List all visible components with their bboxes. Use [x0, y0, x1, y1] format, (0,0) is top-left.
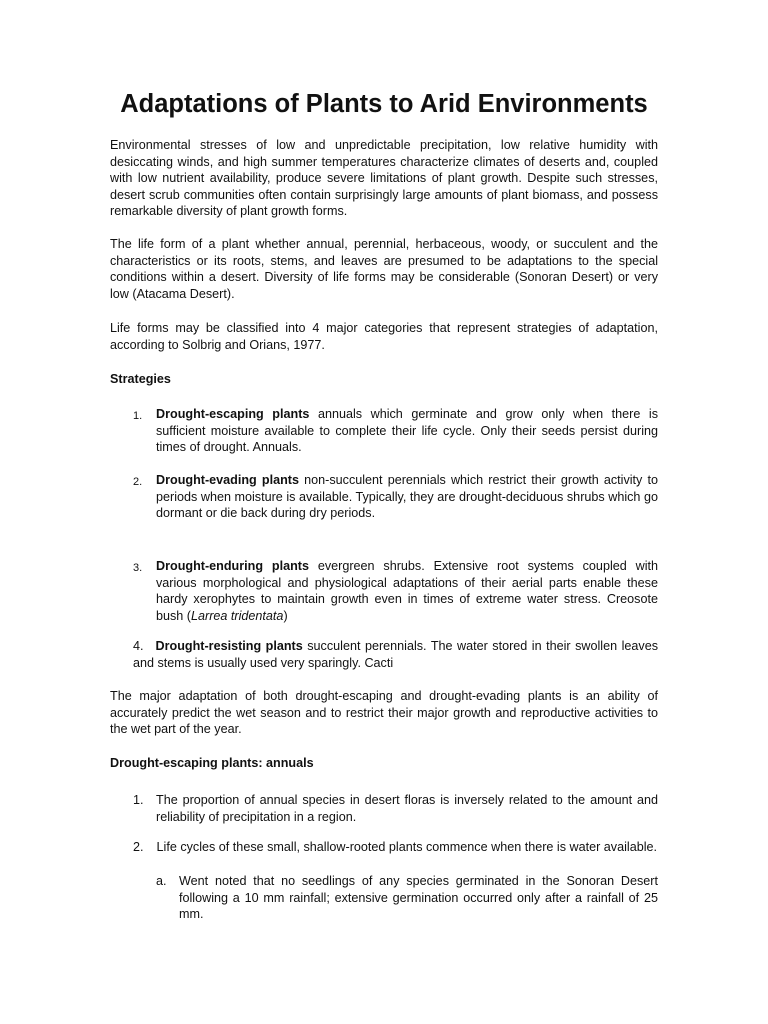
classification-paragraph: Life forms may be classified into 4 major categories that represent strategies of adaptation, according to Solbrig and Orians, 1977. — [110, 321, 658, 352]
strategy-term: Drought-evading plants — [156, 473, 299, 487]
annuals-item — [133, 839, 658, 856]
strategy-item — [156, 558, 658, 624]
major-adaptation-paragraph: The major adaptation of both drought-escaping and drought-evading plants is an ability of accurately predict the wet season and to restrict their major growth and reproductive activities to the wet part of the year. — [110, 689, 658, 736]
strategy-description: succulent perennials. The water stored in their swollen leaves and stems is usually used very sparingly. Cacti — [133, 639, 659, 670]
strategy-term: Drought-escaping plants — [156, 407, 310, 421]
sub-item-text: Went noted that no seedlings of any species germinated in the Sonoran Desert following a 10 mm rainfall; extensive germination occurred only after a rainfall of 25 mm. — [179, 874, 658, 921]
annuals-item: The proportion of annual species in desert floras is inversely related to the amount and reliability of precipitation in a region. — [156, 793, 658, 824]
annuals-heading — [110, 755, 658, 772]
strategy-item — [156, 472, 658, 522]
strategy-number: 4. — [133, 639, 144, 653]
annuals-number: 1. — [133, 793, 144, 807]
strategy-number: 1. — [133, 410, 143, 422]
strategy-item — [133, 638, 658, 671]
annuals-text: Life cycles of these small, shallow-rooted plants commence when there is water available. — [156, 840, 658, 854]
sub-item-label: a. — [156, 874, 167, 888]
strategy-description: evergreen shrubs. Extensive root systems coupled with various morphological and physiological adaptations of their aerial parts enable these hardy xerophytes to maintain growth even in times of extreme water stress. Creosote bush ( — [156, 559, 659, 623]
strategy-description-end: ) — [283, 608, 288, 623]
annuals-number: 2. — [133, 840, 144, 854]
strategy-number: 2. — [133, 476, 143, 488]
strategies-heading — [110, 371, 658, 388]
strategy-term: Drought-resisting plants — [155, 639, 303, 653]
life-form-paragraph: The life form of a plant whether annual, perennial, herbaceous, woody, or succulent and the characteristics or its roots, stems, and leaves are presumed to be adaptations to the special conditions within a desert. Diversity of life forms may be considerable (Sonoran Desert) or very low (Atacama Desert). — [110, 237, 658, 301]
strategy-description: non-succulent perennials which restrict their growth activity to periods when moisture is available. Typically, they are drought-deciduous shrubs which go dormant or die back during dry periods. — [156, 473, 658, 520]
intro-paragraph: Environmental stresses of low and unpredictable precipitation, low relative humidity with desiccating winds, and high summer temperatures characterize climates of deserts and, coupled with low nutrient availability, produce severe limitations of plant growth. Despite such stresses, desert scrub communities often contain surprisingly large amounts of plant biomass, and possess remarkable diversity of plant growth forms. — [110, 138, 658, 218]
annuals-heading-text: Drought-escaping plants: annuals — [110, 756, 314, 770]
strategy-number: 3. — [133, 562, 143, 574]
strategy-description: annuals which germinate and grow only when there is sufficient moisture available to complete their life cycle. Only their seeds persist during times of drought. Annuals. — [156, 407, 658, 454]
species-name: Larrea tridentata — [191, 608, 284, 623]
strategy-item — [156, 406, 658, 456]
document-title: Adaptations of Plants to Arid Environments — [120, 90, 648, 118]
strategies-heading-text: Strategies — [110, 372, 171, 386]
strategy-term: Drought-enduring plants — [156, 559, 309, 573]
